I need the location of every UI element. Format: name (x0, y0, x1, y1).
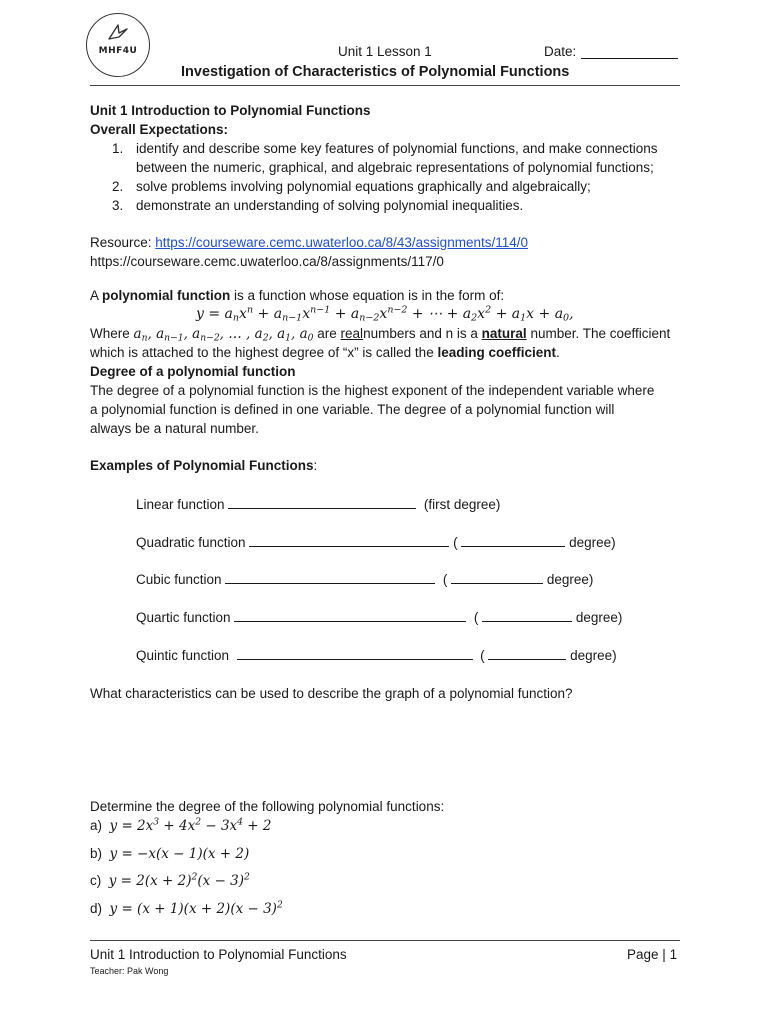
problem-equation: $y = 2x^3 + 4x^2 - 3x^4 + 2$ (109, 816, 272, 834)
problem-equation: $y = (x + 1)(x + 2)(x - 3)^2$ (109, 899, 283, 917)
problem-equation: y = −x(x − 1)(x + 2) (109, 846, 250, 862)
unit-heading: Unit 1 Introduction to Polynomial Functions (90, 103, 371, 118)
answer-blank[interactable] (237, 648, 473, 660)
expectation-text: identify and describe some key features of polynomial functions, and make connections (136, 141, 658, 156)
bird-icon (107, 23, 129, 43)
footer-teacher: Teacher: Pak Wong (90, 966, 169, 976)
resource-line (90, 235, 528, 250)
coefficients-line: Where $a_n$, $a_{n-1}$, $a_{n-2}$, … , $a_2$, $a_1$, $a_0$ are realnumbers and n is a natural number. The coefficient (90, 326, 671, 344)
example-row-linear: Linear function (first degree) (136, 497, 501, 512)
course-logo (86, 13, 150, 77)
problem-d: d) $y = (x + 1)(x + 2)(x - 3)^2$ (90, 899, 283, 917)
problem-c: c) $y = 2(x + 2)^2(x - 3)^2$ (90, 871, 250, 889)
expectation-number: 3. (112, 198, 124, 213)
footer-divider (90, 940, 680, 941)
degree-text: always be a natural number. (90, 421, 259, 436)
determine-heading: Determine the degree of the following polynomial functions: (90, 799, 445, 814)
defined-term: polynomial function (102, 288, 231, 303)
degree-text: The degree of a polynomial function is the highest exponent of the independent variable where (90, 383, 655, 398)
problem-b: b) y = −x(x − 1)(x + 2) (90, 846, 250, 862)
degree-blank[interactable] (461, 535, 565, 547)
page-number: Page | 1 (627, 947, 678, 962)
answer-blank[interactable] (249, 535, 449, 547)
examples-heading: Examples of Polynomial Functions (90, 458, 314, 473)
footer-unit: Unit 1 Introduction to Polynomial Functions (90, 947, 347, 962)
date-label: Date: (544, 44, 577, 59)
date-field[interactable] (581, 47, 678, 59)
expectation-number: 1. (112, 141, 124, 156)
expectation-text: between the numeric, graphical, and algebraic representations of polynomial functions; (136, 160, 654, 175)
graph-question: What characteristics can be used to describe the graph of a polynomial function? (90, 686, 573, 701)
definition-line: A polynomial function is a function whose equation is in the form of: (90, 288, 505, 303)
example-row-quintic: Quintic function ( degree) (136, 648, 617, 663)
degree-blank[interactable] (482, 610, 572, 622)
coefficient-list: $a_n$, $a_{n-1}$, $a_{n-2}$, … , $a_2$, $a_1$, $a_0$ (133, 326, 314, 344)
leading-coefficient-line: which is attached to the highest degree of “x” is called the leading coefficient. (90, 345, 560, 360)
resource-link[interactable]: https://courseware.cemc.uwaterloo.ca/8/43/assignments/114/0 (155, 235, 528, 250)
expectation-text: solve problems involving polynomial equations graphically and algebraically; (136, 179, 591, 194)
header-divider (90, 85, 680, 86)
degree-text: a polynomial function is defined in one variable. The degree of a polynomial function will (90, 402, 615, 417)
problem-a: a) $y = 2x^3 + 4x^2 - 3x^4 + 2$ (90, 816, 272, 834)
expectations-heading: Overall Expectations: (90, 122, 229, 137)
answer-blank[interactable] (225, 572, 435, 584)
problem-equation: $y = 2(x + 2)^2(x - 3)^2$ (108, 871, 250, 889)
resource-label: Resource: (90, 235, 152, 250)
page-title: Investigation of Characteristics of Polynomial Functions (181, 64, 570, 80)
lesson-label: Unit 1 Lesson 1 (338, 44, 432, 59)
example-row-quartic: Quartic function ( degree) (136, 610, 623, 625)
degree-blank[interactable] (451, 572, 543, 584)
example-row-cubic: Cubic function ( degree) (136, 572, 594, 587)
answer-blank[interactable] (228, 497, 416, 509)
examples-heading-line: Examples of Polynomial Functions: (90, 458, 318, 473)
degree-heading: Degree of a polynomial function (90, 364, 296, 379)
example-row-quadratic: Quadratic function ( degree) (136, 535, 616, 550)
logo-text: MHF4U (98, 46, 138, 56)
general-polynomial-equation: $y = a_nx^n + a_{n-1}x^{n-1} + a_{n-2}x^{n-2}$ + ⋯ + $a_2x^2 + a_1x + a_0$, (196, 304, 574, 324)
answer-blank[interactable] (234, 610, 466, 622)
resource-url-text: https://courseware.cemc.uwaterloo.ca/8/assignments/117/0 (90, 254, 444, 269)
expectation-number: 2. (112, 179, 124, 194)
degree-blank[interactable] (488, 648, 566, 660)
expectation-text: demonstrate an understanding of solving polynomial inequalities. (136, 198, 524, 213)
